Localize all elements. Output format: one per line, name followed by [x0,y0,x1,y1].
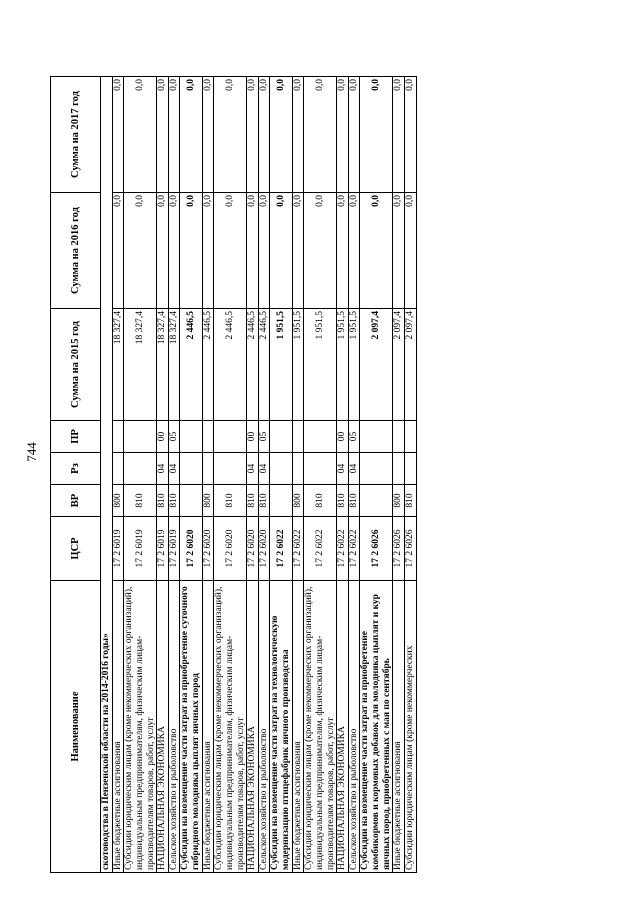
cell-rz: 04 [337,453,349,485]
table-row [247,77,259,873]
cell-vr [180,485,202,517]
page-number: 744 [24,442,39,462]
cell-name: Субсидии на возмещение части затрат на приобретение комбикормов и кормовых добавок для молодняка цыплят и кур яичных пород, приобретенных с мая по сентябрь [360,581,393,873]
table-row [157,77,169,873]
cell-rz: 04 [247,453,259,485]
cell-csr: 17 2 6026 [393,517,405,581]
cell-pr [393,421,405,453]
cell-s2015: 2 097,4 [393,309,405,421]
cell-s2015: 2 446,5 [247,309,259,421]
cell-name: Субсидии на возмещение части затрат на приобретение суточного гибридного молодняка цыплят яичных пород [180,581,202,873]
table-row [348,77,360,873]
cell-csr: 17 2 6022 [348,517,360,581]
cell-s2017: 0,0 [247,77,259,193]
cell-vr: 810 [168,485,180,517]
table-row [214,77,247,873]
header-sum-2015: Сумма на 2015 год [51,309,101,421]
cell-vr: 810 [304,485,337,517]
cell-s2017: 0,0 [404,77,416,193]
cell-s2017: 0,0 [270,77,292,193]
cell-vr: 810 [124,485,157,517]
table-row [337,77,349,873]
cell-csr: 17 2 6019 [168,517,180,581]
cell-csr: 17 2 6020 [180,517,202,581]
cell-csr: 17 2 6020 [202,517,214,581]
cell-rz [124,453,157,485]
cell-s2017: 0,0 [337,77,349,193]
cell-pr: 05 [168,421,180,453]
cell-s2017: 0,0 [168,77,180,193]
cell-s2017: 0,0 [292,77,304,193]
cell-csr: 17 2 6022 [292,517,304,581]
budget-table [50,76,417,873]
cell-rz [360,453,393,485]
cell-rz [304,453,337,485]
cell-pr [304,421,337,453]
cell-s2015: 18 327,4 [124,309,157,421]
cell-s2016: 0,0 [180,193,202,309]
cell-pr [360,421,393,453]
table-row [292,77,304,873]
cell-s2016: 0,0 [214,193,247,309]
table-row [112,77,124,873]
cell-pr: 00 [337,421,349,453]
cell-name: НАЦИОНАЛЬНАЯ ЭКОНОМИКА [157,581,169,873]
cell-s2016: 0,0 [393,193,405,309]
cell-s2015: 2 097,4 [404,309,416,421]
cell-name: Субсидии юридическим лицам (кроме некоммерческих организаций), индивидуальным предпринимателям, физическим лицам-производителям товаров, работ, услуг [124,581,157,873]
cell-name: Сельское хозяйство и рыболовство [258,581,270,873]
header-row [51,77,101,873]
table-row [124,77,157,873]
cell-csr: 17 2 6020 [258,517,270,581]
cell-name: Сельское хозяйство и рыболовство [348,581,360,873]
cell-s2017: 0,0 [258,77,270,193]
cell-s2015: 1 951,5 [270,309,292,421]
cell-s2016: 0,0 [270,193,292,309]
cell-rz [393,453,405,485]
cell-name: НАЦИОНАЛЬНАЯ ЭКОНОМИКА [337,581,349,873]
cell-pr: 05 [258,421,270,453]
cell-vr: 810 [258,485,270,517]
cell-rz [270,453,292,485]
cell-name: Субсидии юридическим лицам (кроме некоммерческих [404,581,416,873]
cell-s2015: 2 097,4 [360,309,393,421]
cell-s2016: 0,0 [360,193,393,309]
header-sum-2017: Сумма на 2017 год [51,77,101,193]
cell-csr: 17 2 6019 [112,517,124,581]
cell-pr [202,421,214,453]
cell-s2017: 0,0 [157,77,169,193]
cell-name: Субсидии на возмещение части затрат на технологическую модернизацию птицефабрик яичного производства [270,581,292,873]
cell-rz [292,453,304,485]
header-sum-2016: Сумма на 2016 год [51,193,101,309]
cell-pr [270,421,292,453]
table-row [393,77,405,873]
cell-rz [202,453,214,485]
header-rz: Рз [51,453,101,485]
cell-vr: 800 [393,485,405,517]
cell-vr: 810 [247,485,259,517]
cell-csr: 17 2 6020 [214,517,247,581]
header-csr: ЦСР [51,517,101,581]
cell-s2017: 0,0 [393,77,405,193]
cell-s2016: 0,0 [404,193,416,309]
cell-s2016: 0,0 [112,193,124,309]
cell-name: Иные бюджетные ассигнования [292,581,304,873]
cell-vr [360,485,393,517]
cell-s2015: 1 951,5 [292,309,304,421]
table-row [270,77,292,873]
cell-csr: 17 2 6022 [270,517,292,581]
cell-s2016: 0,0 [247,193,259,309]
cell-s2016: 0,0 [202,193,214,309]
cell-name: Сельское хозяйство и рыболовство [168,581,180,873]
cell-pr: 00 [247,421,259,453]
cell-csr: 17 2 6026 [360,517,393,581]
header-name: Наименование [51,581,101,873]
cell-csr: 17 2 6020 [247,517,259,581]
table-row [258,77,270,873]
cell-csr: 17 2 6026 [404,517,416,581]
cell-s2015: 1 951,5 [348,309,360,421]
cell-vr: 800 [202,485,214,517]
cell-name: НАЦИОНАЛЬНАЯ ЭКОНОМИКА [247,581,259,873]
cell-s2015: 18 327,4 [112,309,124,421]
cell-pr [292,421,304,453]
cell-rz: 04 [258,453,270,485]
cell-s2017: 0,0 [180,77,202,193]
cell-rz: 04 [348,453,360,485]
cell-vr: 810 [157,485,169,517]
cell-rz: 04 [157,453,169,485]
cell-s2016: 0,0 [258,193,270,309]
cell-pr: 05 [348,421,360,453]
cell-pr [214,421,247,453]
table-row [304,77,337,873]
cell-s2015: 2 446,5 [202,309,214,421]
cell-s2017: 0,0 [304,77,337,193]
header-vr: ВР [51,485,101,517]
cell-vr: 810 [348,485,360,517]
cell-name: Субсидии юридическим лицам (кроме некоммерческих организаций), индивидуальным предпринимателям, физическим лицам-производителям товаров, работ, услуг [214,581,247,873]
cell-s2016: 0,0 [348,193,360,309]
continuation-text: скотоводства в Пензенской области на 2014-2016 годы» [101,77,113,873]
cell-vr: 810 [404,485,416,517]
cell-pr [124,421,157,453]
header-pr: ПР [51,421,101,453]
cell-s2015: 1 951,5 [337,309,349,421]
cell-s2016: 0,0 [304,193,337,309]
cell-rz [404,453,416,485]
cell-rz [180,453,202,485]
rotated-page [50,77,532,873]
cell-csr: 17 2 6019 [157,517,169,581]
table-row [168,77,180,873]
cell-s2017: 0,0 [360,77,393,193]
cell-rz: 04 [168,453,180,485]
cell-s2017: 0,0 [348,77,360,193]
cell-s2017: 0,0 [202,77,214,193]
cell-s2015: 2 446,5 [180,309,202,421]
cell-pr [404,421,416,453]
cell-s2017: 0,0 [124,77,157,193]
cell-s2017: 0,0 [214,77,247,193]
cell-name: Субсидии юридическим лицам (кроме некоммерческих организаций), индивидуальным предпринимателям, физическим лицам-производителям товаров, работ, услуг [304,581,337,873]
table-row [202,77,214,873]
cell-s2016: 0,0 [124,193,157,309]
cell-name: Иные бюджетные ассигнования [202,581,214,873]
cell-s2016: 0,0 [337,193,349,309]
table-row [360,77,393,873]
cell-csr: 17 2 6022 [337,517,349,581]
cell-csr: 17 2 6019 [124,517,157,581]
cell-s2016: 0,0 [292,193,304,309]
cell-pr [180,421,202,453]
cell-vr [270,485,292,517]
cell-vr: 800 [112,485,124,517]
cell-pr [112,421,124,453]
cell-pr: 00 [157,421,169,453]
table-row [180,77,202,873]
cell-s2015: 18 327,4 [157,309,169,421]
cell-s2015: 2 446,5 [214,309,247,421]
continuation-row [101,77,113,873]
cell-s2015: 18 327,4 [168,309,180,421]
cell-name: Иные бюджетные ассигнования [393,581,405,873]
cell-csr: 17 2 6022 [304,517,337,581]
cell-rz [214,453,247,485]
cell-name: Иные бюджетные ассигнования [112,581,124,873]
cell-vr: 810 [214,485,247,517]
cell-s2017: 0,0 [112,77,124,193]
cell-s2015: 1 951,5 [304,309,337,421]
table-row [404,77,416,873]
cell-vr: 810 [337,485,349,517]
cell-s2016: 0,0 [168,193,180,309]
cell-s2015: 2 446,5 [258,309,270,421]
cell-vr: 800 [292,485,304,517]
cell-rz [112,453,124,485]
cell-s2016: 0,0 [157,193,169,309]
table-body [101,77,417,873]
